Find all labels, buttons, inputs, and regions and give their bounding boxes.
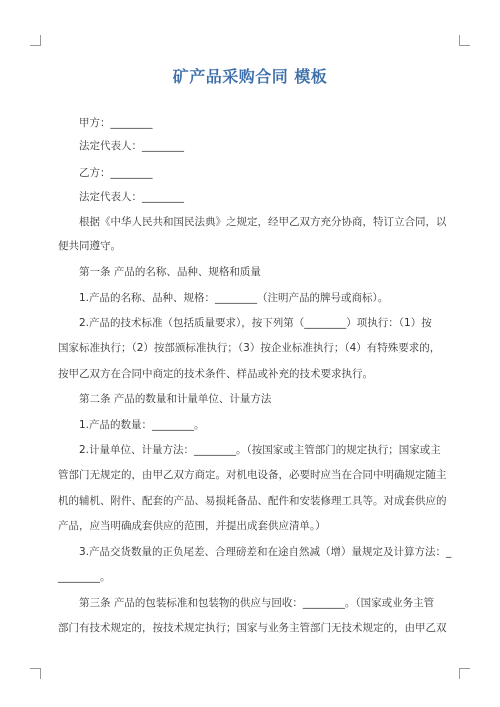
clause-line: ________。 — [58, 571, 111, 583]
clause-line: 部门有技术规定的，按技术规定执行；国家与业务主管部门无技术规定的，由甲乙双 — [58, 622, 447, 634]
article-heading: 第二条 产品的数量和计量单位、计量方法 — [79, 393, 272, 405]
clause-line: 产品，应当明确成套供应的范围，并提出成套供应清单。） — [58, 520, 326, 532]
party-a-line: 甲方：________ — [79, 117, 153, 129]
preamble-line: 便共同遵守。 — [58, 240, 121, 252]
clause-line: 3.产品交货数量的正负尾差、合理磅差和在途自然减（增）量规定及计算方法：_ — [79, 546, 452, 558]
clause-line: 按甲乙双方在合同中商定的技术条件、样品或补充的技术要求执行。 — [58, 368, 373, 380]
party-b-line: 乙方：________ — [79, 167, 153, 179]
corner-mark-bottom-right — [459, 668, 470, 679]
corner-mark-bottom-left — [30, 668, 41, 679]
clause-line: 1.产品的名称、品种、规格：________（注明产品的牌号或商标）。 — [79, 292, 389, 304]
document-title: 矿产品采购合同 模板 — [172, 67, 328, 86]
preamble-line: 根据《中华人民共和国民法典》之规定，经甲乙双方充分协商，特订立合同，以 — [79, 216, 447, 228]
clause-line: 2.计量单位、计量方法：________。（按国家或主管部门的规定执行；国家或主 — [79, 444, 441, 456]
clause-line: 2.产品的技术标准（包括质量要求），按下列第（________）项执行：（1）按 — [79, 317, 432, 329]
article-heading: 第三条 产品的包装标准和包装物的供应与回收：________。（国家或业务主管 — [79, 597, 435, 609]
clause-line: 国家标准执行；（2）按部颁标准执行；（3）按企业标准执行；（4）有特殊要求的， — [58, 342, 441, 354]
clause-line: 管部门无规定的，由甲乙双方商定。对机电设备，必要时应当在合同中明确规定随主 — [58, 469, 447, 481]
corner-mark-top-left — [30, 35, 41, 46]
party-b-representative-line: 法定代表人：________ — [79, 191, 184, 203]
clause-line: 机的辅机、附件、配套的产品、易损耗备品、配件和安装修理工具等。对成套供应的 — [58, 495, 447, 507]
clause-line: 1.产品的数量：________。 — [79, 419, 205, 431]
article-heading: 第一条 产品的名称、品种、规格和质量 — [79, 266, 261, 278]
corner-mark-top-right — [459, 35, 470, 46]
party-a-representative-line: 法定代表人：________ — [79, 140, 184, 152]
